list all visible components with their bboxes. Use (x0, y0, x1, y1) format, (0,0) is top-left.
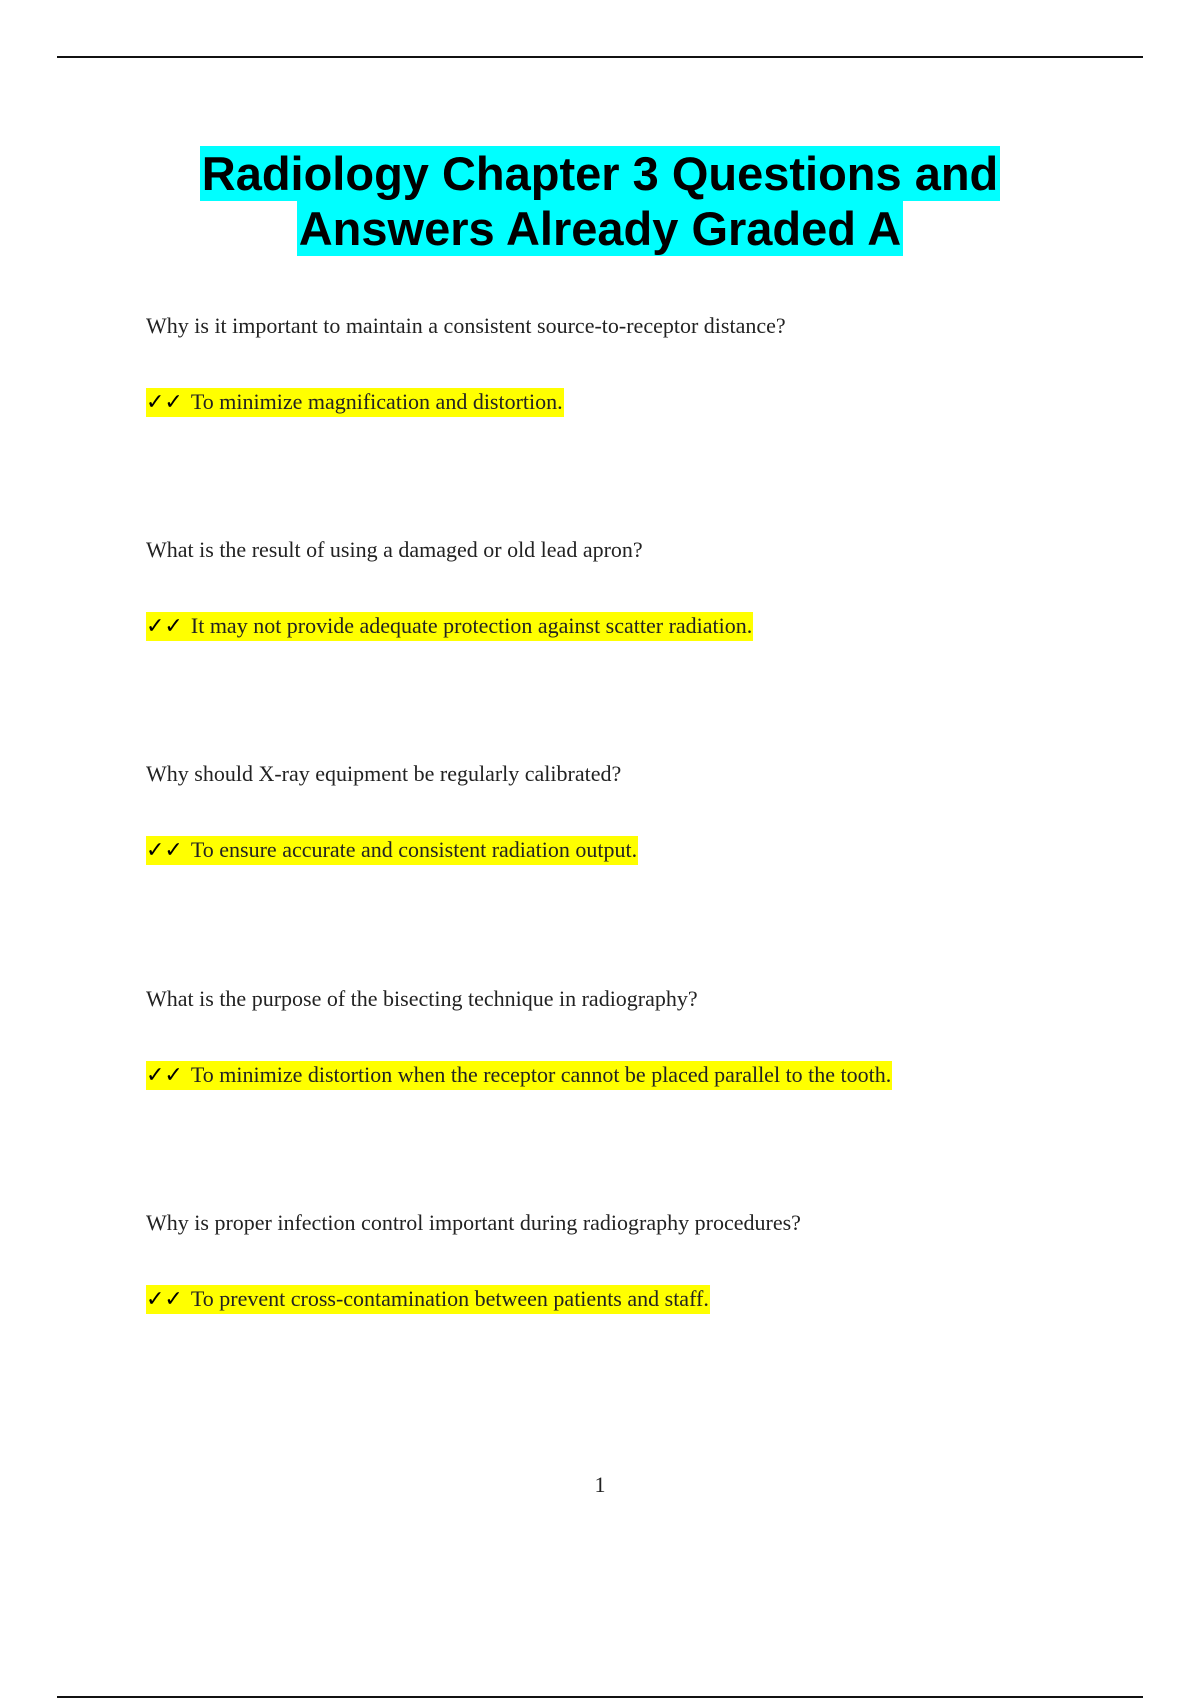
answer-label: It may not provide adequate protection against scatter radiation. (190, 613, 753, 638)
double-check-icon: ✓✓ (146, 1287, 183, 1312)
question-text: What is the result of using a damaged or old lead apron? (146, 537, 643, 562)
title-line-2: Answers Already Graded A (298, 202, 902, 255)
answer-label: To minimize magnification and distortion. (190, 389, 563, 414)
double-check-icon: ✓✓ (146, 1063, 183, 1088)
question-text: Why is proper infection control important during radiography procedures? (146, 1210, 801, 1235)
qa-item-3 (146, 760, 1126, 863)
question-text: Why should X-ray equipment be regularly calibrated? (146, 761, 622, 786)
question-text: What is the purpose of the bisecting technique in radiography? (146, 986, 698, 1011)
answer-text (146, 612, 753, 641)
double-check-icon: ✓✓ (146, 614, 183, 639)
question-text: Why is it important to maintain a consistent source-to-receptor distance? (146, 313, 786, 338)
answer-text (146, 1061, 892, 1090)
double-check-icon: ✓✓ (146, 838, 183, 863)
answer-label: To prevent cross-contamination between patients and staff. (190, 1286, 709, 1311)
answer-text (146, 388, 564, 417)
qa-item-5 (146, 1209, 1126, 1312)
document-title (0, 146, 1200, 256)
title-line-1: Radiology Chapter 3 Questions and (201, 147, 999, 200)
bottom-rule (57, 1696, 1143, 1698)
top-rule (57, 56, 1143, 58)
answer-text (146, 1285, 710, 1314)
answer-label: To ensure accurate and consistent radiation output. (190, 837, 638, 862)
double-check-icon: ✓✓ (146, 390, 183, 415)
qa-item-1 (146, 312, 1126, 415)
answer-label: To minimize distortion when the receptor cannot be placed parallel to the tooth. (190, 1062, 892, 1087)
qa-item-2 (146, 536, 1126, 639)
answer-text (146, 836, 638, 865)
page-number: 1 (594, 1472, 606, 1497)
qa-item-4 (146, 985, 1126, 1088)
